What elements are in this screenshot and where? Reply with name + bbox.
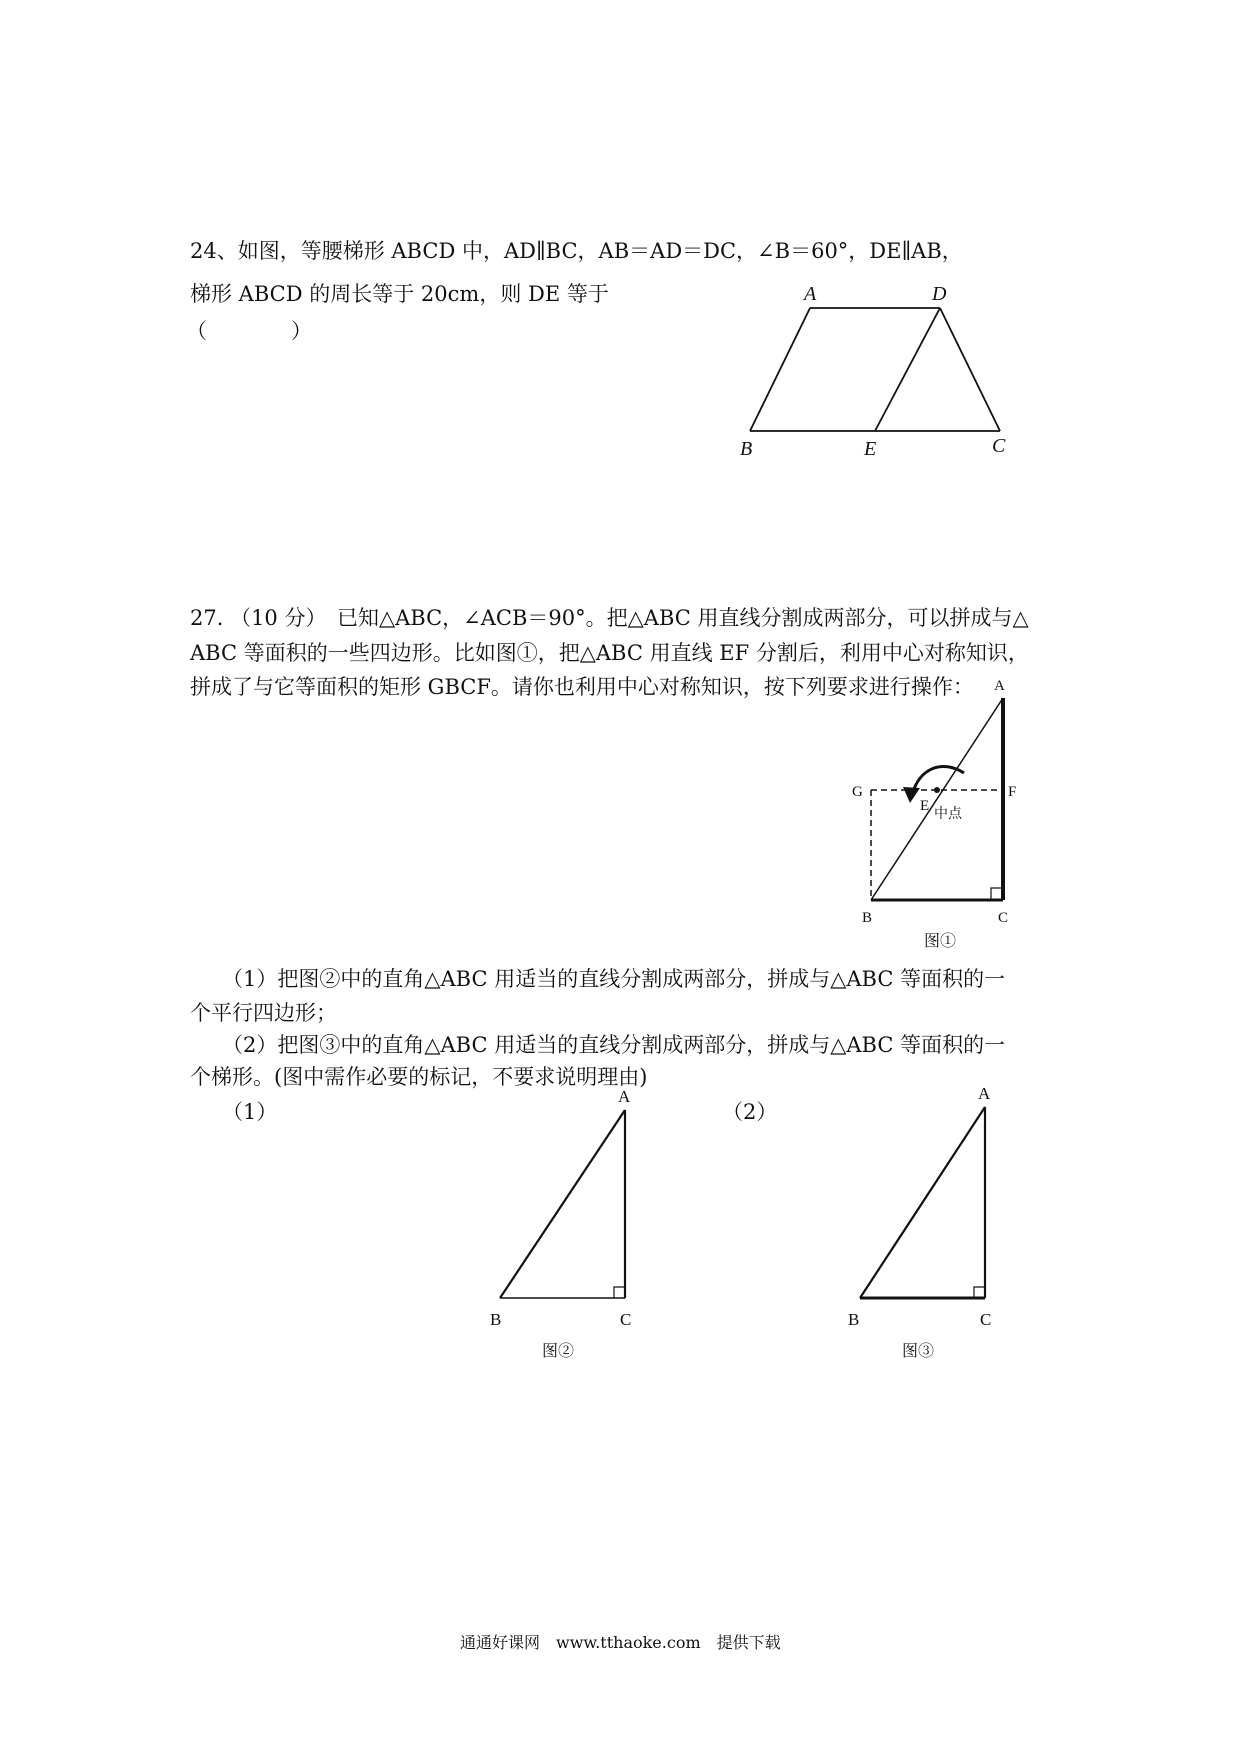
fig1-caption: 图① — [924, 933, 957, 950]
fig3-caption: 图③ — [902, 1343, 935, 1360]
fig1-label-A: A — [994, 678, 1005, 694]
fig1-label-B: B — [862, 910, 873, 926]
q27-line3: 拼成了与它等面积的矩形 GBCF。请你也利用中心对称知识，按下列要求进行操作： — [190, 675, 974, 699]
label-C: C — [992, 435, 1006, 457]
label-B: B — [740, 438, 753, 460]
fig2-label-A: A — [618, 1087, 631, 1106]
q24-line1: 24、如图，等腰梯形 ABCD 中，AD∥BC，AB＝AD＝DC，∠B＝60°，DE∥AB， — [190, 239, 963, 263]
fig2-label-B: B — [490, 1310, 502, 1329]
fig3-side-AB — [860, 1107, 985, 1298]
fig2-label-C: C — [620, 1310, 632, 1329]
fig2-triangle-figure — [480, 1080, 680, 1365]
midpoint-dot — [934, 787, 940, 793]
q27-line1: 27. （10 分） 已知△ABC，∠ACB＝90°。把△ABC 用直线分割成两部分，可以拼成与△ — [190, 606, 1029, 630]
fig2-side-AB — [500, 1110, 625, 1298]
answer-label-2: （2） — [722, 1100, 778, 1124]
fig1-rectangle-figure — [840, 670, 1040, 970]
fig1-label-midpoint: 中点 — [934, 807, 962, 822]
label-A: A — [804, 283, 817, 305]
fig1-label-G: G — [852, 784, 863, 800]
fig3-label-A: A — [978, 1084, 991, 1103]
fig1-label-C: C — [998, 910, 1009, 926]
fig1-label-F: F — [1008, 784, 1017, 800]
q24-line2: 梯形 ABCD 的周长等于 20cm，则 DE 等于 — [190, 282, 609, 306]
answer-label-1: （1） — [222, 1100, 278, 1124]
fig2-right-angle-mark — [614, 1287, 625, 1298]
fig3-label-C: C — [980, 1310, 992, 1329]
fig3-triangle-figure — [835, 1075, 1035, 1365]
fig3-label-B: B — [848, 1310, 860, 1329]
side-AB — [871, 698, 1003, 900]
part1-line2: 个平行四边形； — [190, 1001, 337, 1025]
footer-source: 通通好课网 www.tthaoke.com 提供下载 — [460, 1633, 781, 1652]
part1-line1: （1）把图②中的直角△ABC 用适当的直线分割成两部分，拼成与△ABC 等面积的一 — [222, 967, 1006, 991]
q24-answer-blank: （ ） — [186, 319, 312, 343]
edge-AB — [750, 308, 810, 431]
fig3-right-angle-mark — [974, 1287, 985, 1298]
fig2-caption: 图② — [542, 1343, 575, 1360]
label-E: E — [864, 438, 877, 460]
q27-line2: ABC 等面积的一些四边形。比如图①，把△ABC 用直线 EF 分割后，利用中心对称知识， — [190, 641, 1029, 665]
label-D: D — [932, 283, 947, 305]
part2-line1: （2）把图③中的直角△ABC 用适当的直线分割成两部分，拼成与△ABC 等面积的一 — [222, 1033, 1006, 1057]
edge-DC — [940, 308, 1000, 431]
q24-trapezoid-figure — [700, 270, 1030, 470]
rotation-arrow-head — [903, 787, 920, 803]
fig1-label-E: E — [920, 798, 930, 814]
part2-line2: 个梯形。(图中需作必要的标记，不要求说明理由) — [190, 1065, 648, 1089]
edge-DE — [875, 308, 940, 431]
